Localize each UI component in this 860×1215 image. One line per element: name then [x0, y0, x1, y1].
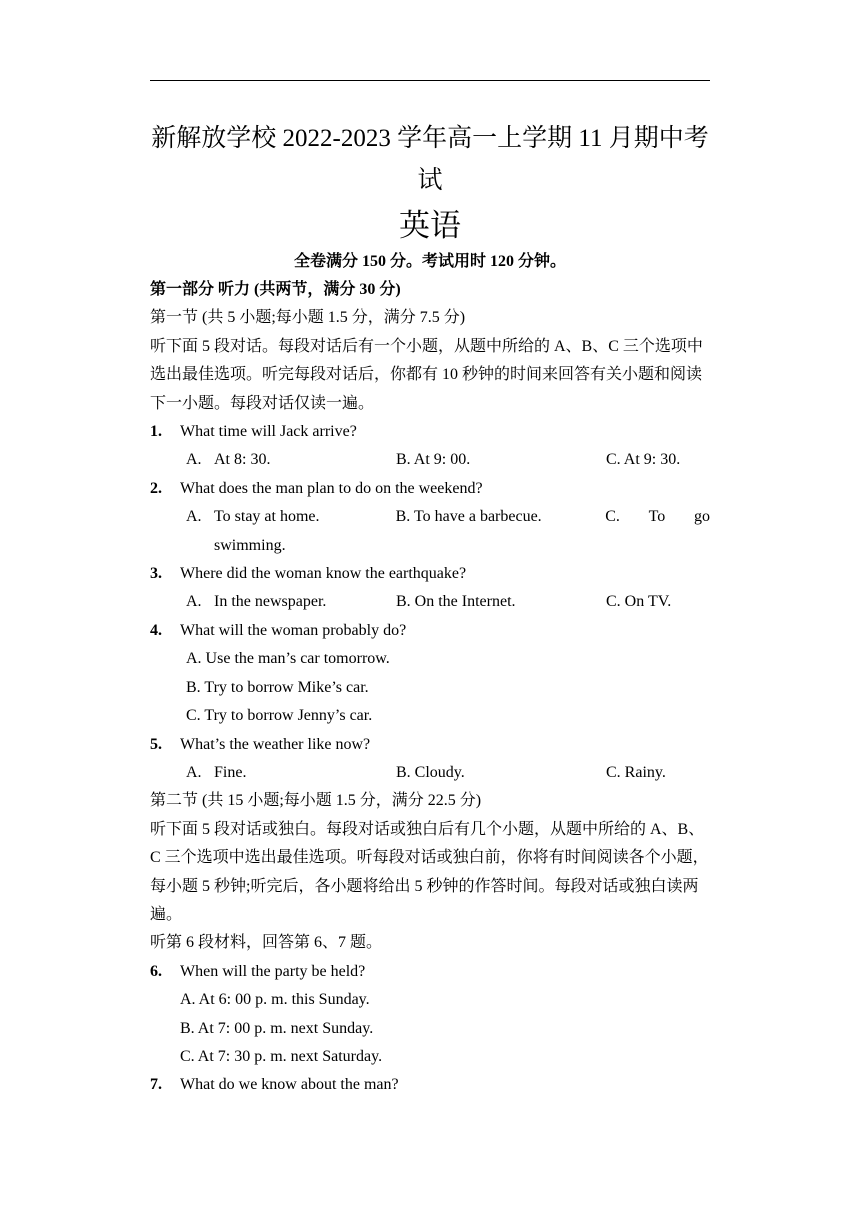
material-6-note: 听第 6 段材料，回答第 6、7 题。 [150, 934, 383, 952]
question-text: What do we know about the man? [180, 1076, 399, 1094]
option-c: C. At 9: 30. [606, 451, 681, 469]
option-c: C. Try to borrow Jenny’s car. [186, 707, 373, 725]
section1-instructions: 听下面 5 段对话。每段对话后有一个小题，从题中所给的 A、B、C 三个选项中选出最佳选项。听完每段对话后，你都有 10 秒钟的时间来回答有关小题和阅读下一小题。每段对话仅读一遍。 [150, 337, 703, 412]
option-c-continuation: swimming. [214, 536, 286, 554]
question-number: 5. [150, 735, 162, 753]
option-b: B. At 9: 00. [396, 451, 471, 469]
question-number: 6. [150, 962, 162, 980]
question-1 [150, 418, 710, 446]
question-text: Where did the woman know the earthquake? [180, 565, 467, 583]
option-c: C. On TV. [606, 593, 672, 611]
question-5 [150, 731, 710, 759]
option-a: A. At 8: 30. [186, 451, 271, 469]
question-2 [150, 475, 710, 503]
part1-heading: 第一部分 听力 (共两节，满分 30 分) [150, 281, 401, 298]
question-3 [150, 560, 710, 588]
question-1-options [150, 446, 710, 474]
exam-title: 新解放学校 2022-2023 学年高一上学期 11 月期中考试 [151, 125, 709, 194]
question-text: What’s the weather like now? [180, 735, 371, 753]
question-number: 4. [150, 621, 162, 639]
question-text: What will the woman probably do? [180, 621, 407, 639]
question-number: 1. [150, 423, 162, 441]
option-a: A. At 6: 00 p. m. this Sunday. [180, 991, 370, 1009]
section2-heading: 第二节 (共 15 小题;每小题 1.5 分，满分 22.5 分) [150, 792, 482, 810]
score-time-note: 全卷满分 150 分。考试用时 120 分钟。 [293, 253, 566, 270]
option-a: A. Fine. [186, 763, 247, 781]
option-a: A. In the newspaper. [186, 593, 327, 611]
header-rule [150, 80, 710, 81]
option-c: C. At 7: 30 p. m. next Saturday. [180, 1047, 383, 1065]
question-text: When will the party be held? [180, 962, 366, 980]
question-2-options [150, 503, 710, 531]
option-b: B. Try to borrow Mike’s car. [186, 678, 369, 696]
question-number: 3. [150, 565, 162, 583]
option-c: C. Rainy. [606, 763, 666, 781]
question-4 [150, 617, 710, 645]
option-c: C. To go [605, 508, 710, 526]
question-3-options [150, 588, 710, 616]
option-b: B. At 7: 00 p. m. next Sunday. [180, 1019, 374, 1037]
question-7 [150, 1071, 710, 1099]
question-6 [150, 958, 710, 986]
option-a: A. To stay at home. [186, 508, 320, 526]
option-a: A. Use the man’s car tomorrow. [186, 650, 390, 668]
section1-heading: 第一节 (共 5 小题;每小题 1.5 分，满分 7.5 分) [150, 309, 466, 327]
exam-page [150, 118, 710, 1100]
subject-title: 英语 [399, 208, 461, 243]
question-5-options [150, 759, 710, 787]
section2-instructions: 听下面 5 段对话或独白。每段对话或独白后有几个小题，从题中所给的 A、B、C 三个选项中选出最佳选项。听每段对话或独白前，你将有时间阅读各个小题，每小题 5 秒钟;听完后，各小题将给出 5 秒钟的作答时间。每段对话或独白读两遍。 [150, 820, 709, 923]
question-number: 2. [150, 479, 162, 497]
option-b: B. To have a barbecue. [395, 508, 542, 526]
question-number: 7. [150, 1076, 162, 1094]
question-text: What time will Jack arrive? [180, 423, 357, 441]
question-text: What does the man plan to do on the weekend? [180, 479, 483, 497]
option-b: B. On the Internet. [396, 593, 516, 611]
option-b: B. Cloudy. [396, 763, 465, 781]
